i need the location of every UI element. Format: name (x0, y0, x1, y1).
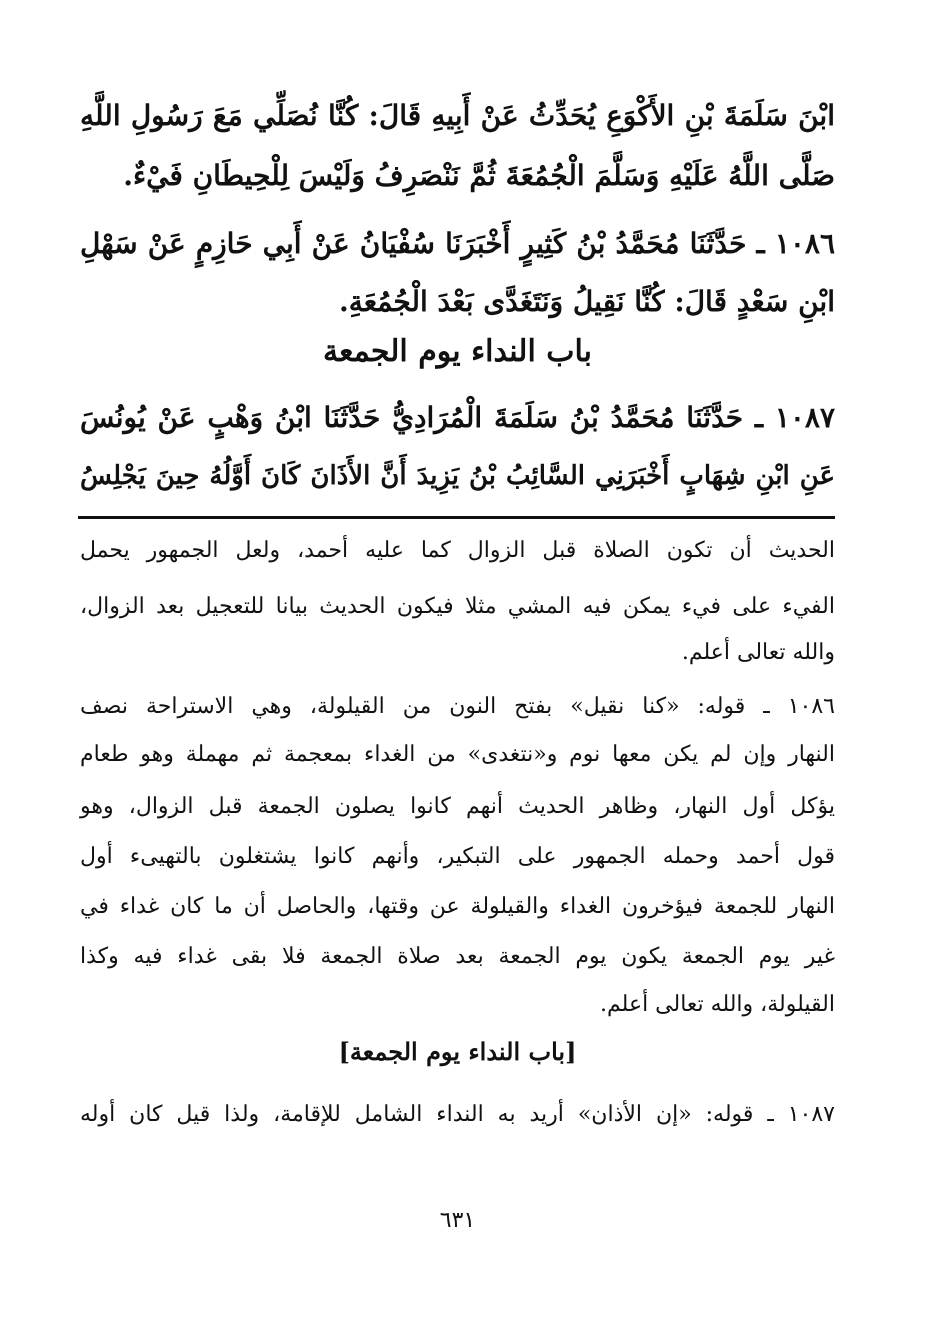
footnote-divider (78, 516, 835, 519)
commentary-1086-line: قول أحمد وحمله الجمهور على التبكير، وأنهم كانوا يشتغلون بالتهيىء أول (80, 844, 835, 869)
hadith-text-line: ابْنَ سَلَمَةَ بْنِ الأَكْوَعِ يُحَدِّثُ عَنْ أَبِيهِ قَالَ: كُنَّا نُصَلِّي مَعَ رَسُولِ اللَّهِ (80, 99, 835, 132)
hadith-1087-line: ١٠٨٧ ـ حَدَّثَنَا مُحَمَّدُ بْنُ سَلَمَةَ الْمُرَادِيُّ حَدَّثَنَا ابْنُ وَهْبٍ عَنْ يُونُسَ (80, 401, 835, 434)
commentary-line: والله تعالى أعلم. (681, 640, 835, 665)
hadith-1086-line: ١٠٨٦ ـ حَدَّثَنَا مُحَمَّدُ بْنُ كَثِيرٍ أَخْبَرَنَا سُفْيَانُ عَنْ أَبِي حَازِمٍ عَنْ سَهْلِ (80, 227, 835, 260)
hadith-1087-line: عَنِ ابْنِ شِهَابٍ أَخْبَرَنِي السَّائِبُ بْنُ يَزِيدَ أَنَّ الأَذَانَ كَانَ أَوَّلُهُ حِينَ يَجْلِسُ (80, 461, 835, 491)
commentary-1086-line: القيلولة، والله تعالى أعلم. (600, 992, 835, 1017)
page-number: ٦٣١ (439, 1208, 476, 1233)
book-page (80, 0, 835, 1341)
commentary-line: الفيء على فيء يمكن فيه المشي مثلا فيكون الحديث بيانا للتعجيل بعد الزوال، (80, 594, 835, 619)
commentary-1086-line: النهار وإن لم يكن معها نوم و«نتغدى» من الغداء بمعجمة ثم مهملة وهو طعام (80, 742, 835, 767)
commentary-line: الحديث أن تكون الصلاة قبل الزوال كما عليه أحمد، ولعل الجمهور يحمل (80, 538, 835, 563)
commentary-1086-line: غير يوم الجمعة يكون يوم الجمعة بعد صلاة الجمعة فلا بقى غداء فيه وكذا (80, 944, 835, 969)
chapter-title: باب النداء يوم الجمعة (323, 334, 592, 369)
commentary-1086-line: النهار للجمعة فيؤخرون الغداء والقيلولة عن وقتها، والحاصل أن ما كان غداء في (80, 894, 835, 919)
commentary-chapter-title: [باب النداء يوم الجمعة] (338, 1037, 577, 1066)
commentary-1086-line: يؤكل أول النهار، وظاهر الحديث أنهم كانوا يصلون الجمعة قبل الزوال، وهو (80, 794, 835, 819)
commentary-1087-line: ١٠٨٧ ـ قوله: «إن الأذان» أريد به النداء الشامل للإقامة، ولذا قيل كان أوله (80, 1102, 835, 1127)
hadith-text-line: صَلَّى اللَّهُ عَلَيْهِ وَسَلَّمَ الْجُمُعَةَ ثُمَّ نَنْصَرِفُ وَلَيْسَ لِلْحِيطَانِ فَيْءٌ. (123, 159, 835, 192)
commentary-1086-line: ١٠٨٦ ـ قوله: «كنا نقيل» بفتح النون من القيلولة، وهي الاستراحة نصف (80, 694, 835, 719)
hadith-1086-line: ابْنِ سَعْدٍ قَالَ: كُنَّا نَقِيلُ وَنَتَغَدَّى بَعْدَ الْجُمُعَةِ. (338, 285, 835, 318)
